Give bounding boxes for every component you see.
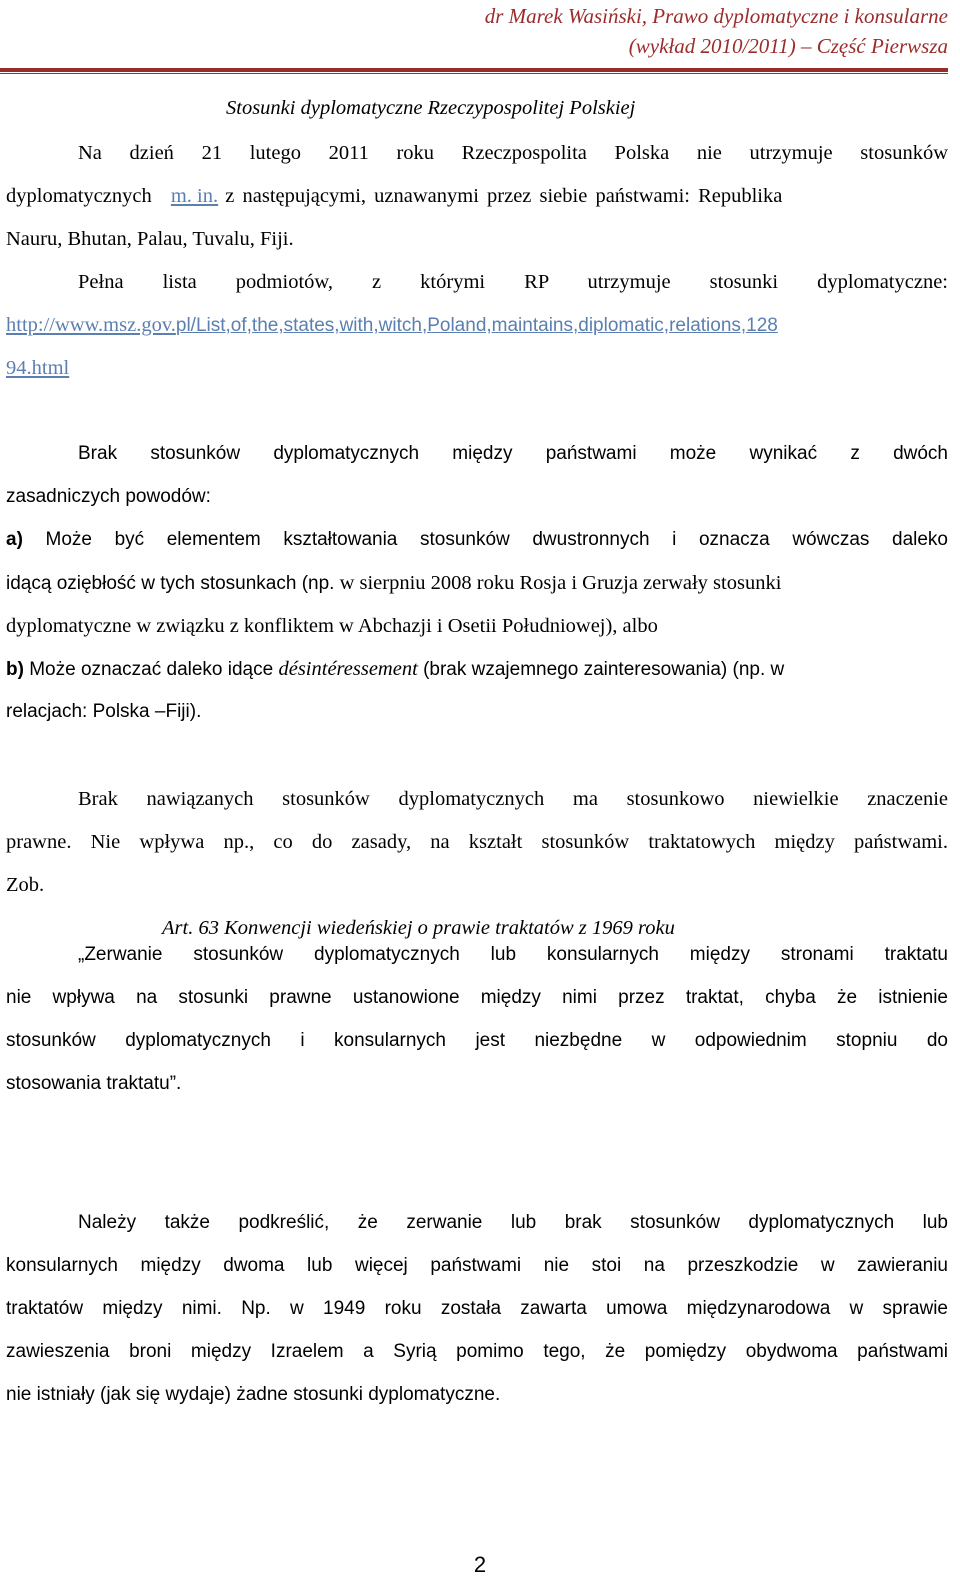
section-title: Stosunki dyplomatyczne Rzeczypospolitej Polskiej xyxy=(226,97,636,119)
m-in-link[interactable]: m. in. xyxy=(170,185,219,207)
text-line: dyplomatyczne w związku z konfliktem w Abchazji i Osetii Południowej), albo xyxy=(6,615,658,637)
text-line: traktatów między nimi. Np. w 1949 roku została zawarta umowa międzynarodowa w sprawie xyxy=(6,1298,948,1319)
text-line: Nauru, Bhutan, Palau, Tuvalu, Fiji. xyxy=(6,228,294,250)
text-line: prawne. Nie wpływa np., co do zasady, na kształt stosunków traktatowych między państwami. xyxy=(6,831,948,853)
header-line-2: (wykład 2010/2011) – Część Pierwsza xyxy=(628,34,948,58)
text-line: Należy także podkreślić, że zerwanie lub brak stosunków dyplomatycznych lub xyxy=(78,1212,948,1233)
text-line: zawieszenia broni między Izraelem a Syrią pomimo tego, że pomiędzy obydwoma państwami xyxy=(6,1341,948,1362)
text-line: nie istniały (jak się wydaje) żadne stosunki dyplomatyczne. xyxy=(6,1384,501,1405)
treaty-reference: Art. 63 Konwencji wiedeńskiej o prawie traktatów z 1969 roku xyxy=(162,917,675,939)
text-line: Brak stosunków dyplomatycznych między państwami może wynikać z dwóch xyxy=(78,443,948,464)
text-line: idącą oziębłość w tych stosunkach (np. w sierpniu 2008 roku Rosja i Gruzja zerwały stosunki xyxy=(6,572,782,594)
text-line: Na dzień 21 lutego 2011 roku Rzeczpospolita Polska nie utrzymuje stosunków xyxy=(78,142,948,164)
text-line: „Zerwanie stosunków dyplomatycznych lub konsularnych między stronami traktatu xyxy=(78,944,948,965)
text-line: stosunków dyplomatycznych i konsularnych jest niezbędne w odpowiednim stopniu do xyxy=(6,1030,948,1051)
text-line: Zob. xyxy=(6,874,45,896)
header-rule-thin xyxy=(0,73,948,74)
text-line: nie wpływa na stosunki prawne ustanowione między nimi przez traktat, chyba że istnienie xyxy=(6,987,948,1008)
header-line-1: dr Marek Wasiński, Prawo dyplomatyczne i konsularne xyxy=(484,4,948,28)
url-link[interactable]: http://www.msz.gov.pl/List,of,the,states,with,witch,Poland,maintains,diplomatic,relations,128 xyxy=(6,314,778,336)
list-item-b: b) Może oznaczać daleko idące désintéressement (brak wzajemnego zainteresowania) (np. w xyxy=(6,658,785,680)
text-line: zasadniczych powodów: xyxy=(6,486,211,507)
text-line: dyplomatycznych m. in. z następującymi, uznawanymi przez siebie państwami: Republika xyxy=(6,185,783,207)
text-line: relacjach: Polska –Fiji). xyxy=(6,701,202,722)
url-link-continued[interactable]: 94.html xyxy=(6,357,70,379)
text-line: konsularnych między dwoma lub więcej państwami nie stoi na przeszkodzie w zawieraniu xyxy=(6,1255,948,1276)
header-rule-thick xyxy=(0,68,948,72)
text-line: Brak nawiązanych stosunków dyplomatycznych ma stosunkowo niewielkie znaczenie xyxy=(78,788,948,810)
page-number: 2 xyxy=(473,1552,487,1577)
text-line: Pełna lista podmiotów, z którymi RP utrzymuje stosunki dyplomatyczne: xyxy=(78,271,948,293)
list-item-a: a) Może być elementem kształtowania stosunków dwustronnych i oznacza wówczas daleko xyxy=(6,529,949,550)
text-line: stosowania traktatu”. xyxy=(6,1073,182,1094)
